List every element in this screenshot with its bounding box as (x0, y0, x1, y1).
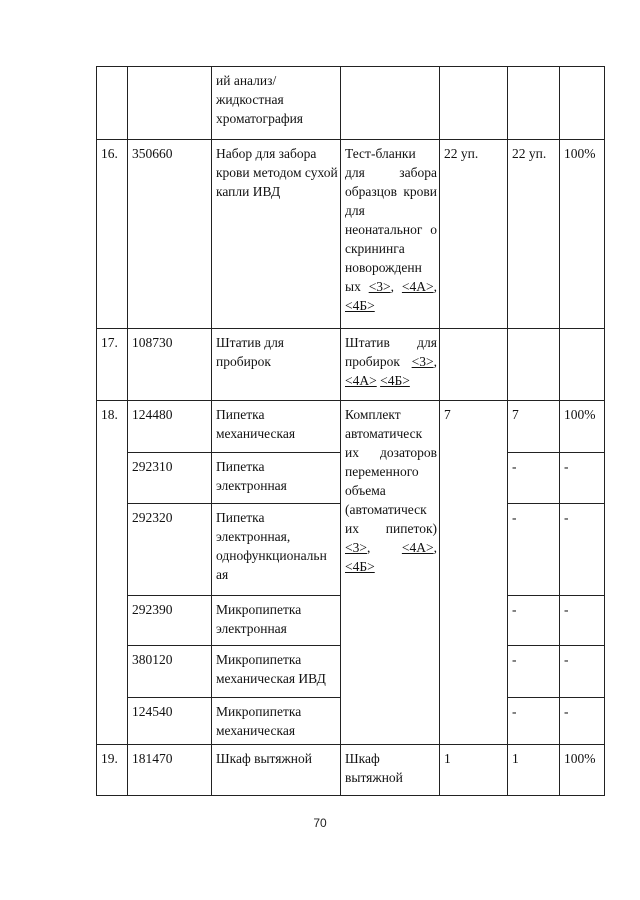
quantity-available: - (508, 646, 560, 698)
item-name: Микропипетка механическая ИВД (212, 646, 341, 698)
item-code: 108730 (128, 329, 212, 401)
item-name: ий анализ/жидкостная хроматография (212, 67, 341, 140)
reference-link[interactable]: <3> (368, 279, 391, 294)
description-text: Комплект автоматическ их дозаторов переменного объема (автоматическ их пипеток) (345, 407, 437, 536)
quantity-available: - (508, 504, 560, 596)
table-row (97, 329, 605, 401)
percent-equipped: - (560, 453, 605, 504)
item-name: Штатив для пробирок (212, 329, 341, 401)
quantity-available (508, 67, 560, 140)
item-name: Микропипетка механическая (212, 698, 341, 745)
item-code: 380120 (128, 646, 212, 698)
page-number: 70 (313, 816, 327, 830)
quantity-available: 1 (508, 745, 560, 796)
item-code: 292390 (128, 596, 212, 646)
reference-link[interactable]: <4Б> (380, 373, 410, 388)
item-name: Набор для забора крови методом сухой капли ИВД (212, 140, 341, 329)
reference-link[interactable]: <4А> (345, 373, 377, 388)
table-row (97, 745, 605, 796)
item-code: 292310 (128, 453, 212, 504)
item-name: Пипетка электронная (212, 453, 341, 504)
percent-equipped: - (560, 504, 605, 596)
item-description (341, 67, 440, 140)
description-text: Штатив для пробирок (345, 335, 437, 369)
item-code: 124480 (128, 401, 212, 453)
table-row (97, 67, 605, 140)
item-code: 181470 (128, 745, 212, 796)
percent-equipped: - (560, 596, 605, 646)
item-name: Микропипетка электронная (212, 596, 341, 646)
reference-link[interactable]: <3> (345, 540, 367, 555)
item-name: Пипетка электронная, однофункциональн ая (212, 504, 341, 596)
item-description: Штатив для пробирок <3>, <4А> <4Б> (341, 329, 440, 401)
table-row (97, 140, 605, 329)
reference-link[interactable]: <4А> (401, 279, 434, 294)
reference-link[interactable]: <4Б> (345, 559, 375, 574)
item-code: 350660 (128, 140, 212, 329)
item-code: 292320 (128, 504, 212, 596)
item-name: Шкаф вытяжной (212, 745, 341, 796)
item-code (128, 67, 212, 140)
quantity-available: - (508, 698, 560, 745)
row-number: 16. (97, 140, 128, 329)
equipment-table (96, 66, 605, 796)
percent-equipped: - (560, 698, 605, 745)
quantity-required: 22 уп. (440, 140, 508, 329)
item-name: Пипетка механическая (212, 401, 341, 453)
row-number (97, 67, 128, 140)
quantity-available: - (508, 596, 560, 646)
quantity-required (440, 329, 508, 401)
percent-equipped (560, 329, 605, 401)
item-code: 124540 (128, 698, 212, 745)
percent-equipped (560, 67, 605, 140)
item-description: Комплект автоматическ их дозаторов переменного объема (автоматическ их пипеток) <3>, <4А>, <4Б> (341, 401, 440, 745)
item-description: Тест-бланки для забора образцов крови для неонатальног о скрининга новорожденн ых <3>, <4А>, <4Б> (341, 140, 440, 329)
row-number: 17. (97, 329, 128, 401)
reference-link[interactable]: <4А> (401, 540, 434, 555)
percent-equipped: - (560, 646, 605, 698)
table-row (97, 401, 605, 453)
quantity-available: 22 уп. (508, 140, 560, 329)
row-number: 19. (97, 745, 128, 796)
reference-link[interactable]: <4Б> (345, 298, 375, 313)
row-number: 18. (97, 401, 128, 745)
percent-equipped: 100% (560, 745, 605, 796)
description-text: Тест-бланки для забора образцов крови для неонатальног о скрининга новорожденн ых (345, 146, 437, 294)
percent-equipped: 100% (560, 401, 605, 453)
item-description: Шкаф вытяжной (341, 745, 440, 796)
percent-equipped: 100% (560, 140, 605, 329)
quantity-required: 7 (440, 401, 508, 745)
quantity-available (508, 329, 560, 401)
reference-link[interactable]: <3> (411, 354, 434, 369)
quantity-available: 7 (508, 401, 560, 453)
quantity-available: - (508, 453, 560, 504)
quantity-required (440, 67, 508, 140)
quantity-required: 1 (440, 745, 508, 796)
